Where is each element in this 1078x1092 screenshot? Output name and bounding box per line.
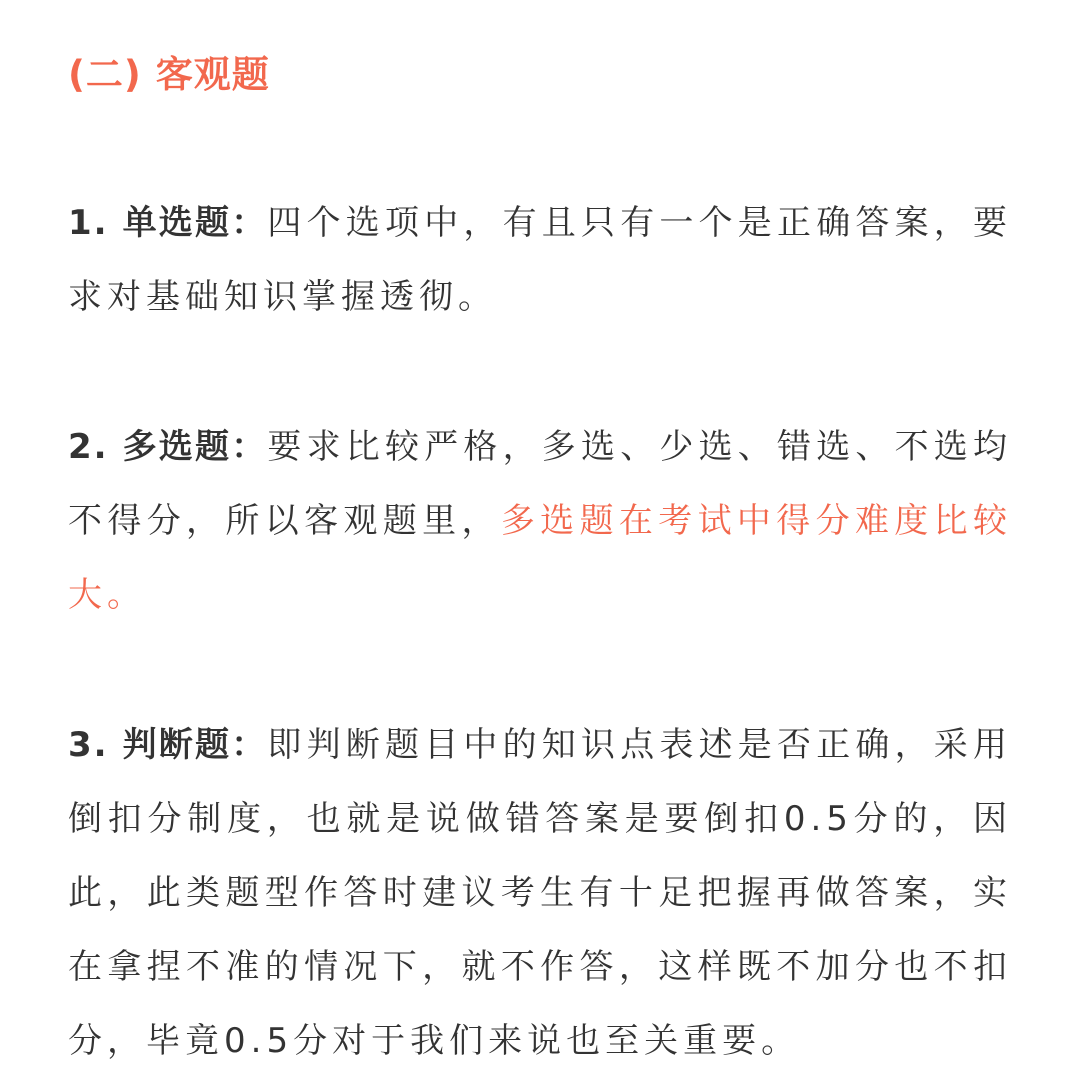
question-type-single-choice	[68, 186, 1012, 334]
item-label: 1. 单选题：	[68, 203, 268, 243]
item-text: 四个选项中，有且只有一个是正确答案，要求对基础知识掌握透彻。	[68, 203, 1012, 317]
item-text: 即判断题目中的知识点表述是否正确，采用倒扣分制度，也就是说做错答案是要倒扣0.5分的，因此，此类题型作答时建议考生有十足把握再做答案，实在拿捏不准的情况下，就不作答，这样既不加分也不扣分，毕竟0.5分对于我们来说也至关重要。	[68, 725, 1012, 1061]
question-type-multiple-choice	[68, 410, 1012, 632]
item-text: 要求比较严格，多选、少选、错选、不选均不得分，所以客观题里，	[68, 427, 1012, 541]
question-type-true-false	[68, 708, 1012, 1078]
section-heading: (二) 客观题	[68, 53, 270, 96]
article-body	[68, 44, 1012, 1078]
item-label: 3. 判断题：	[68, 725, 268, 765]
item-label: 2. 多选题：	[68, 427, 268, 467]
highlighted-text: 多选题在考试中得分难度比较大。	[68, 501, 1013, 615]
